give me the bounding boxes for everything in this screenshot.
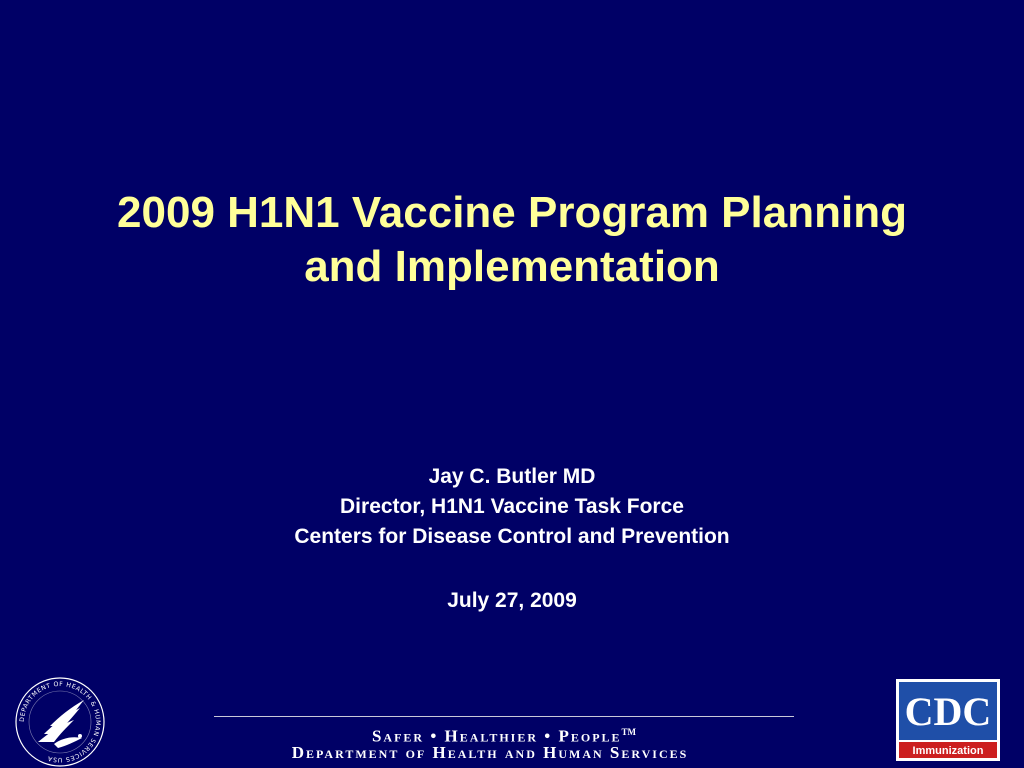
trademark-mark: TM: [621, 727, 637, 737]
hhs-eagle-seal-icon: [14, 676, 106, 768]
presenter-block: [0, 462, 1024, 552]
presenter-name: Jay C. Butler MD: [428, 465, 596, 488]
slide-title: [0, 186, 1024, 294]
presenter-organization: Centers for Disease Control and Prevention: [294, 525, 730, 548]
presenter-role: Director, H1N1 Vaccine Task Force: [340, 495, 684, 518]
hhs-seal-ring-text: DEPARTMENT OF HEALTH & HUMAN SERVICES USA: [18, 680, 102, 764]
presentation-date: July 27, 2009: [447, 589, 577, 612]
footer-divider: [214, 716, 794, 717]
department-name: Department of Health and Human Services: [291, 743, 689, 762]
slide-title-line-2: and Implementation: [304, 242, 720, 291]
footer-tagline-text: Safer • Healthier • People: [371, 726, 622, 746]
cdc-logo-letters: CDC: [904, 689, 992, 734]
slide-title-line-1: 2009 H1N1 Vaccine Program Planning: [117, 188, 907, 237]
cdc-immunization-logo-icon: [896, 679, 1000, 761]
cdc-logo-subtext: Immunization: [912, 745, 984, 757]
